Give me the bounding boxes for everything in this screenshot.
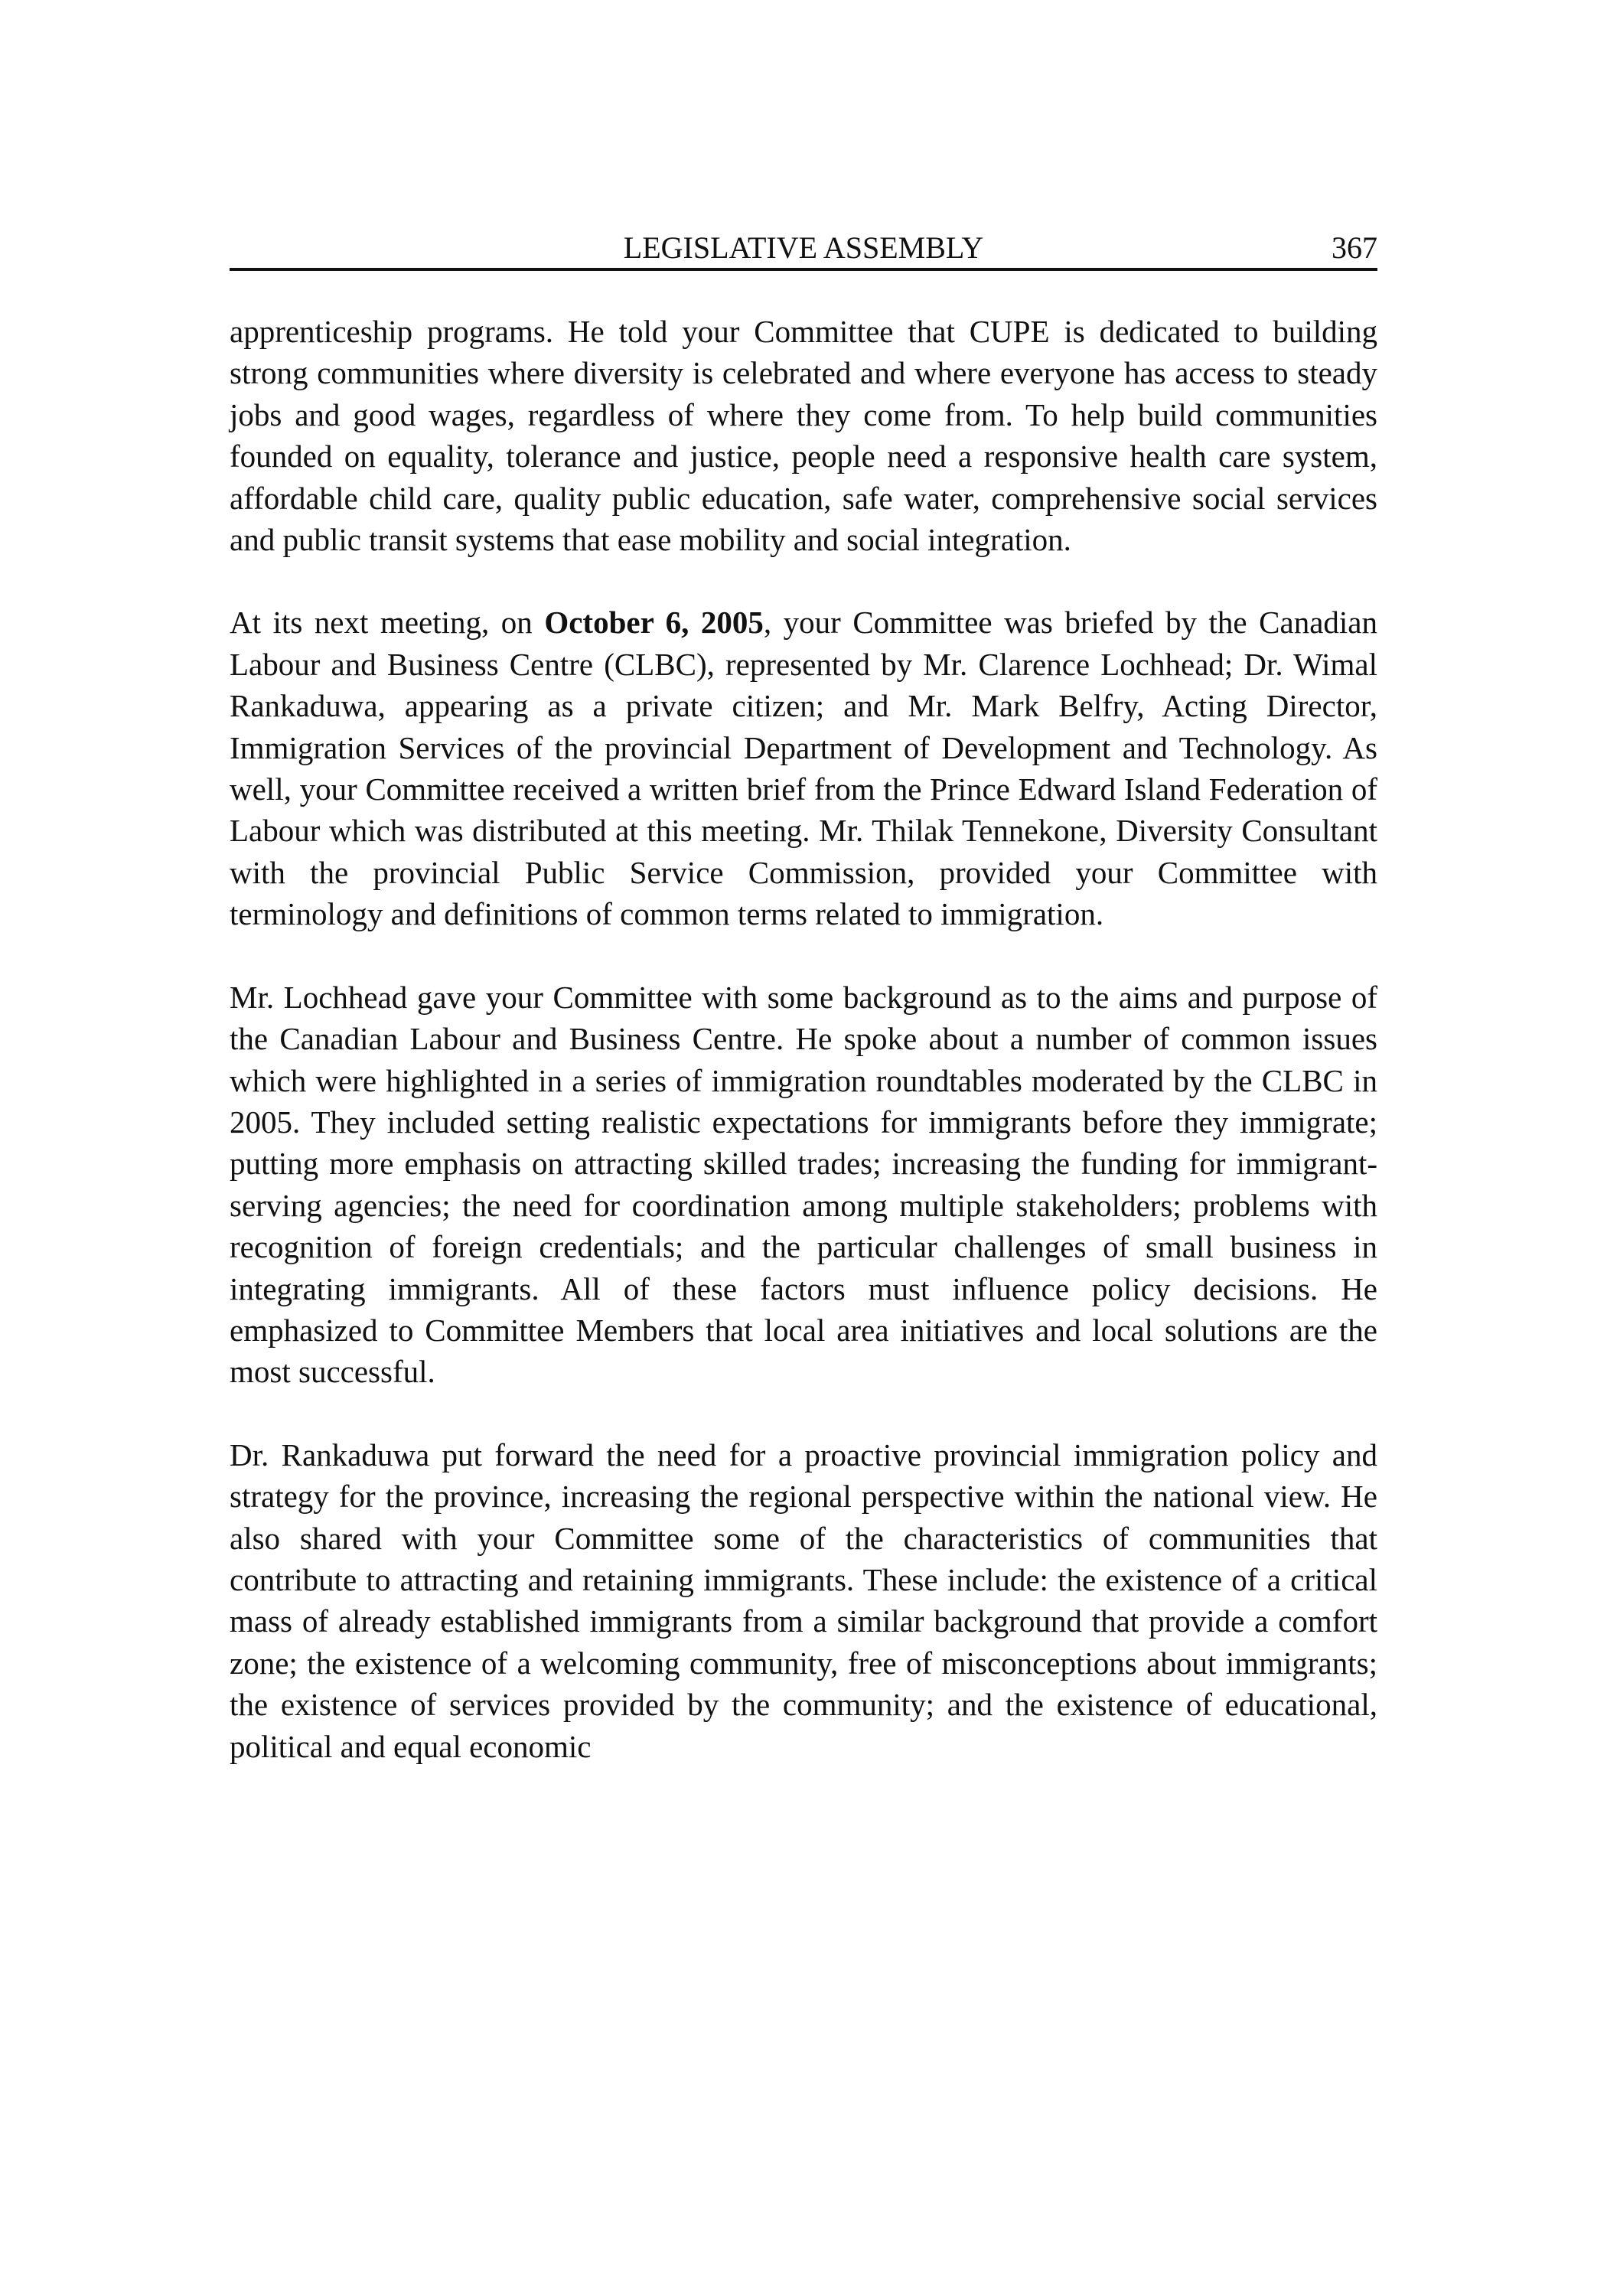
paragraph-october-intro: At its next meeting, on: [230, 605, 545, 641]
running-header: [230, 230, 1377, 271]
meeting-date: October 6, 2005: [544, 605, 764, 641]
body-text: [230, 311, 1377, 1767]
paragraph-october-body: , your Committee was briefed by the Canadian Labour and Business Centre (CLBC), represented by Mr. Clarence Lochhead; Dr. Wimal Rankaduwa, appearing as a private citizen; and Mr. Mark Belfry, Acting Director, Immigration Services of the provincial Department of Development and Technology. As well, your Committee received a written brief from the Prince Edward Island Federation of Labour which was distributed at this meeting. Mr. Thilak Tennekone, Diversity Consultant with the provincial Public Service Commission, provided your Committee with terminology and definitions of common terms related to immigration.: [230, 605, 1377, 932]
page-number: 367: [1332, 230, 1377, 265]
document-page: [230, 230, 1377, 1767]
paragraph-lochhead: Mr. Lochhead gave your Committee with some background as to the aims and purpose of the Canadian Labour and Business Centre. He spoke about a number of common issues which were highlighted in a series of immigration roundtables moderated by the CLBC in 2005. They included setting realistic expectations for immigrants before they immigrate; putting more emphasis on attracting skilled trades; increasing the funding for immigrant-serving agencies; the need for coordination among multiple stakeholders; problems with recognition of foreign credentials; and the particular challenges of small business in integrating immigrants. All of these factors must influence policy decisions. He emphasized to Committee Members that local area initiatives and local solutions are the most successful.: [230, 979, 1377, 1390]
paragraph-october-meeting: [230, 602, 1377, 934]
paragraph-cupe-communities: apprenticeship programs. He told your Committee that CUPE is dedicated to building strong communities where diversity is celebrated and where everyone has access to steady jobs and good wages, regardless of where they come from. To help build communities founded on equality, tolerance and justice, people need a responsive health care system, affordable child care, quality public education, safe water, comprehensive social services and public transit systems that ease mobility and social integration.: [230, 314, 1377, 558]
paragraph-rankaduwa: Dr. Rankaduwa put forward the need for a proactive provincial immigration policy and strategy for the province, increasing the regional perspective within the national view. He also shared with your Committee some of the characteristics of communities that contribute to attracting and retaining immigrants. These include: the existence of a critical mass of already established immigrants from a similar background that provide a comfort zone; the existence of a welcoming community, free of misconceptions about immigrants; the existence of services provided by the community; and the existence of educational, political and equal economic: [230, 1437, 1377, 1764]
header-title: LEGISLATIVE ASSEMBLY: [623, 230, 984, 265]
